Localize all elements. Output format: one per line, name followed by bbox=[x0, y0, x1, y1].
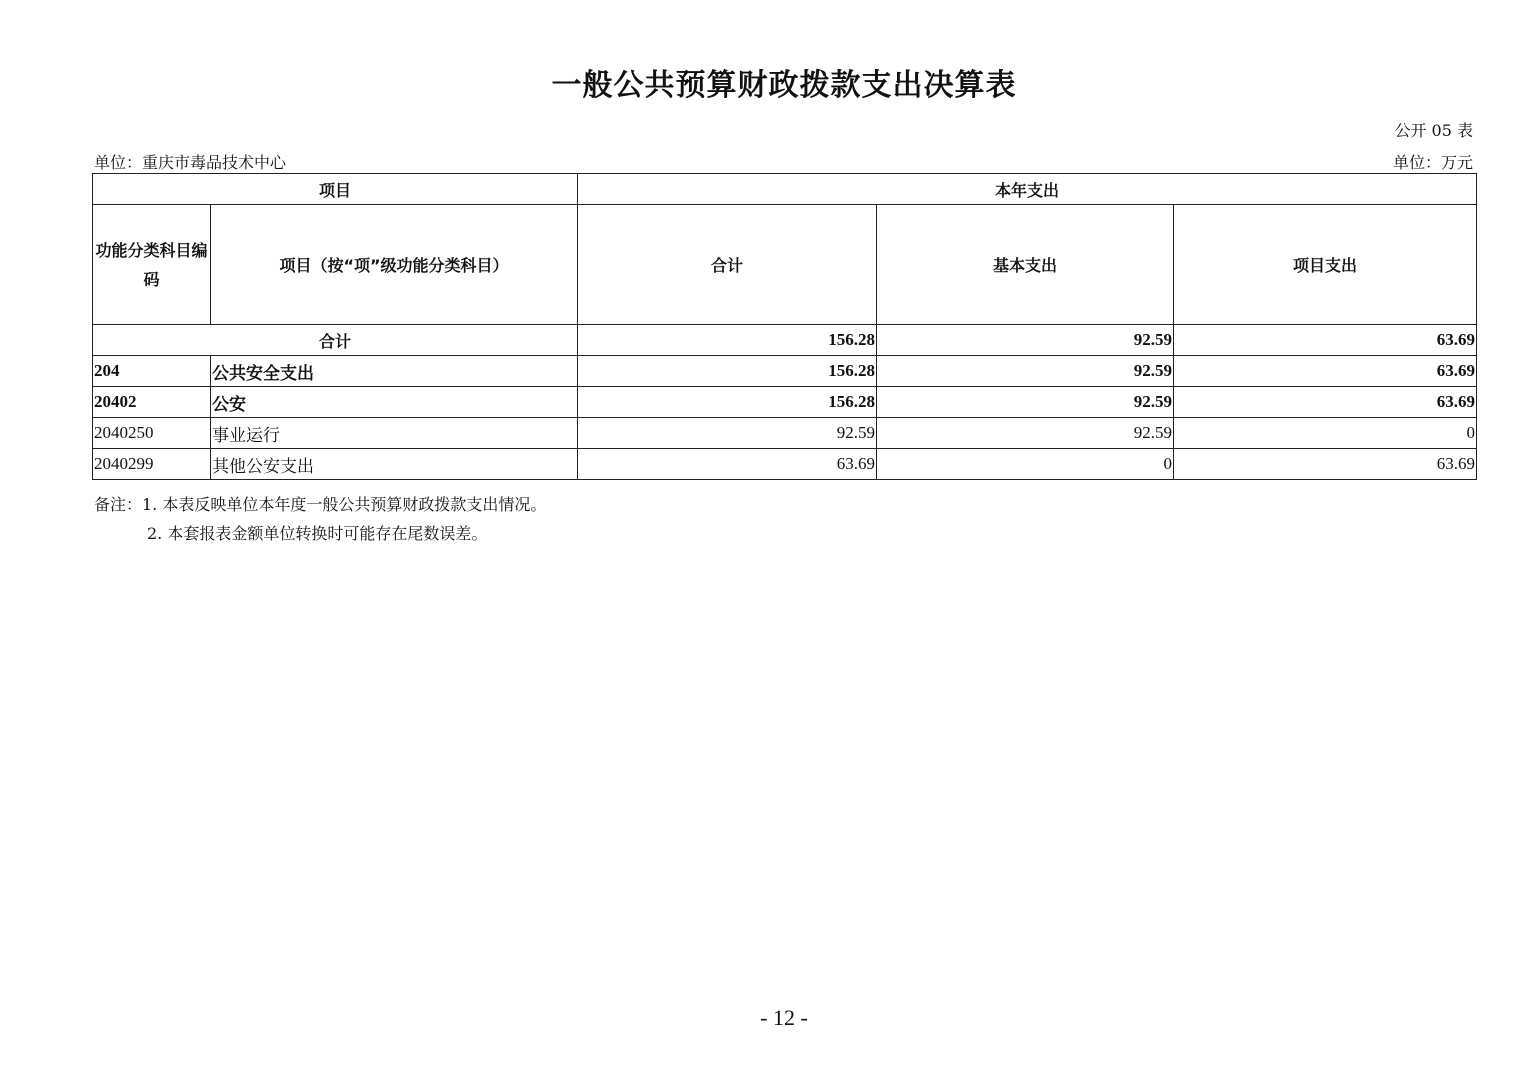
note-line-1: 备注：1. 本表反映单位本年度一般公共预算财政拨款支出情况。 bbox=[94, 495, 547, 514]
reporting-unit: 单位：重庆市毒品技术中心 bbox=[94, 153, 287, 172]
row-total: 92.59 bbox=[578, 418, 877, 449]
header-name: 项目（按“项”级功能分类科目） bbox=[211, 205, 578, 325]
row-name: 公安 bbox=[211, 387, 578, 418]
row-basic: 92.59 bbox=[877, 387, 1174, 418]
table-total-row bbox=[93, 325, 1477, 356]
row-basic: 0 bbox=[877, 449, 1174, 480]
row-project: 63.69 bbox=[1174, 449, 1477, 480]
row-project: 63.69 bbox=[1174, 387, 1477, 418]
header-column-row bbox=[93, 205, 1477, 325]
row-basic: 92.59 bbox=[877, 418, 1174, 449]
currency-unit: 单位：万元 bbox=[1392, 153, 1473, 172]
table-row bbox=[93, 418, 1477, 449]
total-basic: 92.59 bbox=[877, 325, 1174, 356]
header-total: 合计 bbox=[578, 205, 877, 325]
header-group-item: 项目 bbox=[93, 174, 578, 205]
header-basic: 基本支出 bbox=[877, 205, 1174, 325]
table-notes bbox=[94, 490, 546, 548]
header-group-expenditure: 本年支出 bbox=[578, 174, 1477, 205]
form-number: 公开 05 表 bbox=[1394, 121, 1473, 140]
row-project: 63.69 bbox=[1174, 356, 1477, 387]
row-total: 63.69 bbox=[578, 449, 877, 480]
total-amount: 156.28 bbox=[578, 325, 877, 356]
row-basic: 92.59 bbox=[877, 356, 1174, 387]
table-row bbox=[93, 387, 1477, 418]
row-code: 2040299 bbox=[93, 449, 211, 480]
header-group-row bbox=[93, 174, 1477, 205]
page-title: 一般公共预算财政拨款支出决算表 bbox=[551, 68, 1017, 103]
table-row bbox=[93, 356, 1477, 387]
row-name: 其他公安支出 bbox=[211, 449, 578, 480]
header-project: 项目支出 bbox=[1174, 205, 1477, 325]
header-code: 功能分类科目编码 bbox=[93, 205, 211, 325]
total-label: 合计 bbox=[93, 325, 578, 356]
row-total: 156.28 bbox=[578, 387, 877, 418]
expenditure-table bbox=[92, 173, 1477, 480]
table-row bbox=[93, 449, 1477, 480]
note-line-2: 2. 本套报表金额单位转换时可能存在尾数误差。 bbox=[147, 524, 488, 543]
row-name: 事业运行 bbox=[211, 418, 578, 449]
row-code: 2040250 bbox=[93, 418, 211, 449]
page-number: - 12 - bbox=[760, 1005, 808, 1030]
row-code: 204 bbox=[93, 356, 211, 387]
row-code: 20402 bbox=[93, 387, 211, 418]
row-project: 0 bbox=[1174, 418, 1477, 449]
total-project: 63.69 bbox=[1174, 325, 1477, 356]
row-name: 公共安全支出 bbox=[211, 356, 578, 387]
row-total: 156.28 bbox=[578, 356, 877, 387]
